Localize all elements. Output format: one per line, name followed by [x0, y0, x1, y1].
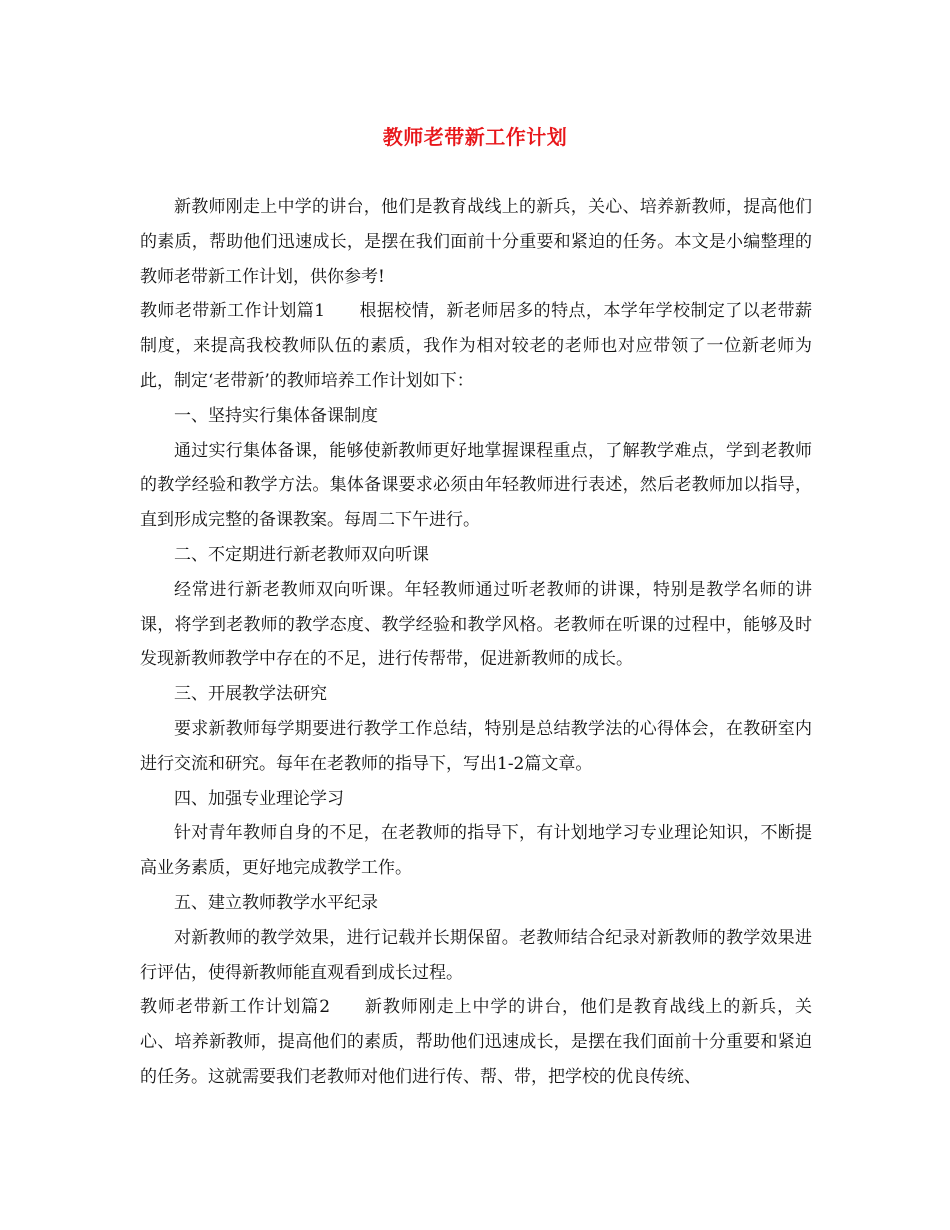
intro-paragraph: 新教师刚走上中学的讲台，他们是教育战线上的新兵，关心、培养新教师，提高他们的素质，帮助他们迅速成长，是摆在我们面前十分重要和紧迫的任务。本文是小编整理的教师老带新工作计划，供你参考!: [140, 197, 812, 287]
document-title: 教师老带新工作计划: [382, 125, 568, 149]
item-4-heading: 四、加强专业理论学习: [174, 788, 344, 809]
item-2-text: 经常进行新老教师双向听课。年轻教师通过听老教师的讲课，特别是教学名师的讲课，将学到老教师的教学态度、教学经验和教学风格。老教师在听课的过程中，能够及时发现新教师教学中存在的不足，进行传帮带，促进新教师的成长。: [140, 579, 812, 670]
section-1-paragraph: [140, 294, 812, 398]
item-1-text: 通过实行集体备课，能够使新教师更好地掌握课程重点，了解教学难点，学到老教师的教学经验和教学方法。集体备课要求必须由年轻教师进行表述，然后老教师加以指导，直到形成完整的备课教案。每周二下午进行。: [140, 440, 812, 531]
document-body: [140, 190, 812, 1095]
item-2-heading: 二、不定期进行新老教师双向听课: [174, 544, 429, 565]
section-1-text: 根据校情，新老师居多的特点，本学年学校制定了以老带薪制度，来提高我校教师队伍的素质，我作为相对较老的老师也对应带领了一位新老师为此，制定‘老带新’的教师培养工作计划如下：: [140, 301, 812, 391]
section-2-paragraph: [140, 990, 812, 1094]
section-1-label: 教师老带新工作计划篇1: [140, 301, 326, 322]
item-3-heading: 三、开展教学法研究: [174, 684, 327, 705]
item-5-heading: 五、建立教师教学水平纪录: [174, 892, 378, 913]
item-4-text: 针对青年教师自身的不足，在老教师的指导下，有计划地学习专业理论知识，不断提高业务素质，更好地完成教学工作。: [140, 823, 812, 879]
item-5-text: 对新教师的教学效果，进行记载并长期保留。老教师结合纪录对新教师的教学效果进行评估，使得新教师能直观看到成长过程。: [140, 927, 812, 983]
item-3-text: 要求新教师每学期要进行教学工作总结，特别是总结教学法的心得体会，在教研室内进行交流和研究。每年在老教师的指导下，写出1-2篇文章。: [140, 718, 812, 774]
section-2-text: 新教师刚走上中学的讲台，他们是教育战线上的新兵，关心、培养新教师，提高他们的素质，帮助他们迅速成长，是摆在我们面前十分重要和紧迫的任务。这就需要我们老教师对他们进行传、帮、带，把学校的优良传统、: [140, 997, 812, 1087]
item-1-heading: 一、坚持实行集体备课制度: [174, 405, 378, 426]
section-2-label: 教师老带新工作计划篇2: [140, 997, 331, 1018]
